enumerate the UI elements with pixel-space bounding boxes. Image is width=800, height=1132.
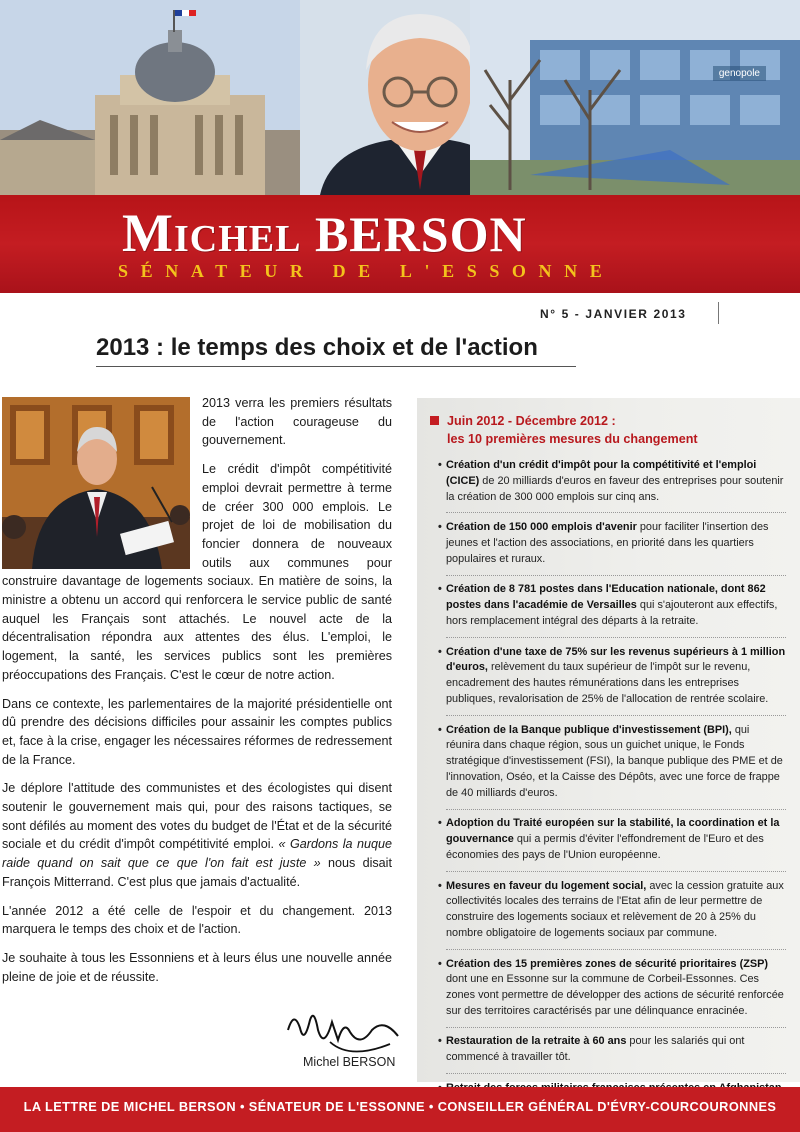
red-square-icon [430,416,439,425]
panel-title-line1: Juin 2012 - Décembre 2012 : [447,414,616,428]
issue-divider [718,302,719,324]
editorial-paragraph: Le crédit d'impôt compétitivité emploi devrait permettre à terme de créer 300 000 emplois. Le projet de loi de mobilisation du foncier donnera de nouveaux outils aux communes pour construire davantage de logements sociaux. En matière de soins, la ministre a obtenu un accord qui renforcera le service public de santé auquel les Français sont attachés. Le nouvel acte de la décentralisation répondra aux attentes des élus. L'emploi, le logement, la santé, les services publics sont les premières préoccupations des Français. C'est le cœur de notre action. [2,462,392,682]
bullet-icon: • [438,879,442,892]
quote-attribution: nous disait François Mitterrand. C'est plus que jamais d'actualité. [2,856,392,889]
editorial-paragraph [2,779,392,891]
measure-lead: Mesures en faveur du logement social, [446,879,647,892]
mitterrand-quote: « Gardons la nuque raide quand on sait que ce que l'on fait est juste » [2,837,393,871]
bullet-icon: • [438,723,442,736]
genopole-logo: genopole [713,66,766,81]
bullet-icon: • [438,459,442,471]
measure-text: pour les salariés qui ont commencé à travailler tôt. [446,1035,745,1064]
measure-text: relèvement du taux supérieur de l'impôt sur le revenu, encadrement des hautes rémunérations dans les entreprises publiques, revalorisation de 25% de l'allocation de rentrée scolaire. [446,661,769,705]
editorial-body [2,394,392,996]
measure-lead: Création de la Banque publique d'investissement (BPI), [446,723,732,736]
list-item [438,723,786,810]
list-item [438,458,786,513]
measure-lead: Création d'un crédit d'impôt pour la compétitivité et l'emploi (CICE) [446,459,757,487]
first-name: Michel [122,203,302,263]
measure-text: qui s'ajouteront aux effectifs, hors remplacement intégral des départs à la retraite. [446,599,778,627]
senate-building-image [0,0,300,195]
measure-lead: Création d'une taxe de 75% sur les revenus supérieurs à 1 million d'euros, [446,645,786,674]
measure-text: de 20 milliards d'euros en faveur des entreprises pour soutenir la création de 300 000 emplois sur cinq ans. [446,474,784,503]
measure-lead: Création de 8 781 postes dans l'Education nationale, dont 862 postes dans l'académie de Versailles [446,583,766,612]
photo-spacer [2,394,202,572]
header-banner [0,0,800,195]
issue-number: N° 5 - JANVIER 2013 [540,307,687,321]
bullet-icon: • [438,817,442,830]
editorial-text: Je déplore l'attitude des communistes et des écologistes qui disent soutenir le gouvernement mais qui, pour des raisons tactiques, se sont défilés au moment des votes du budget de l'État et de la sécurité sociale et du crédit d'impôt compétitivité emploi. [2,781,392,852]
signature-name: Michel BERSON [303,1055,396,1069]
measure-lead: Création des 15 premières zones de sécurité prioritaires (ZSP) [446,957,768,970]
measure-lead: Restauration de la retraite à 60 ans [446,1035,627,1048]
editorial-paragraph: 2013 verra les premiers résultats de l'action courageuse du gouvernement. [202,396,392,448]
list-item [438,957,786,1028]
bullet-icon: • [438,1035,442,1048]
measure-lead: Création de 150 000 emplois d'avenir [446,521,637,534]
list-item [438,645,786,716]
list-item [438,816,786,871]
panel-title-line2: les 10 premières mesures du changement [447,432,698,446]
measure-text: pour faciliter l'insertion des jeunes et l'action des associations, en priorité dans les quartiers populaires et ruraux. [446,521,769,565]
bullet-icon: • [438,521,442,534]
measures-list [438,458,786,1110]
list-item [438,520,786,575]
measure-lead: Adoption du Traité européen sur la stabilité, la coordination et la gouvernance [446,817,780,846]
bullet-icon: • [438,957,442,970]
measure-text: qui a permis d'éviter l'effondrement de l'Euro et des économies des pays de l'Union européenne. [446,833,764,861]
editorial-paragraph: Dans ce contexte, les parlementaires de la majorité présidentielle ont dû prendre des décisions difficiles pour assainir les comptes publics et, face à la crise, engager les nécessaires réformes de redressement de la France. [2,696,392,767]
list-item [438,1034,786,1074]
measure-text: avec la cession gratuite aux collectivités locales des terrains de l'Etat afin de leur permettre de construire des logements sociaux et relèvement de 20 à 25% du nombre obligatoire de logements sociaux par commune. [446,879,784,939]
bullet-icon: • [438,645,442,658]
senator-subtitle: SÉNATEUR DE L'ESSONNE [118,261,615,281]
measure-text: dont une en Essonne sur la commune de Corbeil-Essonnes. Ces zones vont permettre de développer des actions de sécurité renforcée sur des territoires caractérisés par une délinquance enracinée. [446,973,784,1017]
headline: 2013 : le temps des choix et de l'action [96,332,576,367]
measures-panel-title [430,412,780,448]
senator-name [122,205,527,262]
list-item [438,879,786,950]
last-name: BERSON [314,206,527,262]
footer-text: LA LETTRE DE MICHEL BERSON • SÉNATEUR DE L'ESSONNE • CONSEILLER GÉNÉRAL D'ÉVRY-COURCOURONNES [23,1099,777,1114]
editorial-paragraph: Je souhaite à tous les Essonniens et à leurs élus une nouvelle année pleine de joie et de réussite. [2,950,392,984]
editorial-paragraph: L'année 2012 a été celle de l'espoir et du changement. 2013 marquera le temps des choix et de l'action. [2,903,392,937]
bullet-icon: • [438,583,442,596]
measure-text: qui réunira dans chaque région, sous un guichet unique, le Fonds stratégique d'investissement (FSI), la banque publique des PME et de l'innovation, Oséo, et la Caisse des Dépôts, avec une force de frappe de 40 milliards d'euros. [446,723,783,799]
list-item [438,582,786,637]
genopole-building-image [470,0,800,195]
